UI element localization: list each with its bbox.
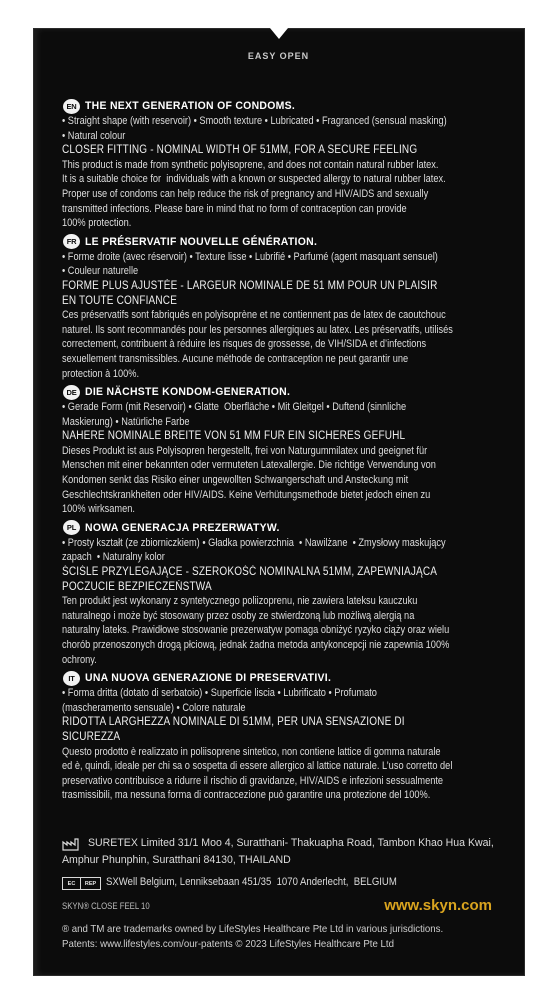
section-de: [62, 384, 502, 517]
body-line: Proper use of condoms can help reduce the risk of pregnancy and HIV/AIDS and sexually: [62, 187, 429, 200]
feature-line: • Forme droite (avec réservoir) • Texture lisse • Lubrifié • Parfumé (agent masquant sensuel): [62, 250, 438, 263]
feature-line: • Prosty kształt (ze zbiorniczkiem) • Gładka powierzchnia • Nawilżane • Zmysłowy maskujący: [62, 536, 446, 549]
feature-line: • Straight shape (with reservoir) • Smooth texture • Lubricated • Fragranced (sensual masking): [62, 115, 447, 127]
claim-line: SICUREZZA: [62, 730, 121, 743]
body-line: This product is made from synthetic polyisoprene, and does not contain natural rubber latex.: [62, 158, 439, 171]
claim-line: CLOSER FITTING - NOMINAL WIDTH OF 51MM, FOR A SECURE FEELING: [62, 144, 418, 157]
body-line: ochrony.: [62, 653, 97, 666]
body-line: Ces préservatifs sont fabriqués en polyisoprène et ne contiennent pas de latex de caoutchouc: [62, 309, 446, 322]
multilingual-content: [62, 98, 502, 803]
body-line: Dieses Produkt ist aus Polyisopren hergestellt, frei von Naturgummilatex und geeignet für: [62, 444, 428, 457]
product-name: SKYN® CLOSE FEEL 10: [62, 901, 150, 912]
manufacturer-address-line: SURETEX Limited 31/1 Moo 4, Suratthani- Thakuapha Road, Tambon Khao Hua Kwai,: [88, 837, 494, 849]
section-title: THE NEXT GENERATION OF CONDOMS.: [85, 100, 296, 112]
body-line: naturalnego i może być stosowany przez osoby ze stwierdzoną lub możliwą alergią na: [62, 609, 415, 622]
body-line: protection à 100%.: [62, 367, 140, 380]
rep-label: REP: [80, 878, 100, 889]
language-badge-de: DE: [63, 385, 80, 400]
body-line: preservativo contribuisce a ridurre il rischio di gravidanze, HIV/AIDS e infezioni sessualmente: [62, 774, 444, 787]
trademark-notice: ® and TM are trademarks owned by LifeStyles Healthcare Pte Ltd in various jurisdictions.: [62, 923, 444, 935]
section-title: UNA NUOVA GENERAZIONE DI PRESERVATIVI.: [85, 672, 332, 685]
website-url: www.skyn.com: [384, 897, 492, 914]
body-line: Kondomen senkt das Risiko einer ungewollten Schwangerschaft und Ansteckung mit: [62, 474, 409, 487]
body-line: sexuellement transmissibles. Aucune méthode de contraception ne peut garantir une: [62, 352, 409, 365]
feature-line: (mascheramento sensuale) • Colore naturale: [62, 701, 246, 714]
body-line: ed è, quindi, ideale per chi sa o sospetta di essere allergico al lattice naturale. L’uso corretto del: [62, 760, 453, 773]
section-title: LE PRÉSERVATIF NOUVELLE GÉNÉRATION.: [85, 235, 318, 248]
body-line: naturalny lateks. Prawidłowe stosowanie prezerwatyw pomaga obniżyć ryzyko ciąży oraz wielu: [62, 624, 450, 637]
section-en: [62, 98, 502, 231]
ec-rep-symbol: [62, 877, 101, 890]
language-badge-en: EN: [63, 99, 80, 114]
body-line: Geschlechtskrankheiten oder HIV/AIDS. Keine Verhütungsmethode bietet jedoch einen zu: [62, 488, 431, 501]
body-line: trasmissibili, ma nessuna forma di contraccezione può garantire una protezione del 100%.: [62, 789, 431, 802]
feature-line: • Gerade Form (mit Reservoir) • Glatte Oberfläche • Mit Gleitgel • Duftend (sinnliche: [62, 401, 407, 414]
body-line: 100% wirksamen.: [62, 503, 135, 516]
easy-open-label: EASY OPEN: [247, 51, 310, 61]
manufacturer-address-line: Amphur Phunphin, Suratthani 84130, THAILAND: [62, 854, 291, 866]
section-heading: [62, 384, 502, 400]
section-heading: [62, 520, 502, 536]
body-line: Menschen mit einer bekannten oder vermuteten Latexallergie. Die richtige Verwendung von: [62, 459, 436, 472]
claim-line: FORME PLUS AJUSTÉE - LARGEUR NOMINALE DE 51 MM POUR UN PLAISIR: [62, 279, 438, 292]
body-line: naturel. Ils sont recommandés pour les personnes allergiques au latex. Les préservatifs, utilisés: [62, 323, 453, 336]
body-line: Questo prodotto è realizzato in poliisoprene sintetico, non contiene lattice di gomma naturale: [62, 745, 441, 758]
section-heading: [62, 670, 502, 686]
language-badge-fr: FR: [63, 234, 80, 249]
language-badge-pl: PL: [63, 520, 80, 535]
claim-line: EN TOUTE CONFIANCE: [62, 294, 178, 307]
section-it: [62, 670, 502, 803]
section-heading: [62, 234, 502, 250]
claim-line: RIDOTTA LARGHEZZA NOMINALE DI 51MM, PER UNA SENSAZIONE DI: [62, 716, 405, 729]
section-pl: [62, 520, 502, 667]
section-fr: [62, 234, 502, 381]
claim-line: NÄHERE NOMINALE BREITE VON 51 MM FÜR EIN SICHERES GEFÜHL: [62, 430, 406, 443]
body-line: It is a suitable choice for individuals with a known or suspected allergy to natural rubber latex.: [62, 173, 446, 186]
patent-copyright-notice: Patents: www.lifestyles.com/our-patents © 2023 LifeStyles Healthcare Pte Ltd: [62, 938, 394, 950]
factory-icon: [62, 838, 79, 851]
easy-open-notch: [270, 28, 288, 39]
feature-line: Maskierung) • Natürliche Farbe: [62, 415, 190, 428]
feature-line: • Natural colour: [62, 129, 126, 142]
claim-line: ŚCIŚLE PRZYLEGAJĄCE - SZEROKOŚĆ NOMINALNA 51MM, ZAPEWNIAJĄCA: [62, 566, 438, 579]
section-heading: [62, 98, 502, 114]
feature-line: • Couleur naturelle: [62, 265, 139, 278]
body-line: correctement, contribuent à réduire les risques de grossesse, de VIH/SIDA et d’infections: [62, 338, 427, 351]
section-title: NOWA GENERACJA PREZERWATYW.: [85, 521, 280, 534]
body-line: transmitted infections. Please bare in mind that no form of contraception can provide: [62, 202, 407, 215]
body-line: Ten produkt jest wykonany z syntetycznego poliizoprenu, nie zawiera lateksu kauczuku: [62, 595, 418, 608]
claim-line: POCZUCIE BEZPIECZEŃSTWA: [62, 580, 212, 593]
section-title: DIE NÄCHSTE KONDOM-GENERATION.: [85, 386, 291, 399]
body-line: 100% protection.: [62, 217, 132, 230]
body-line: chorób przenoszonych drogą płciową, jednak żadna metoda antykoncepcji nie zapewnia 100%: [62, 639, 450, 651]
feature-line: zapach • Naturalny kolor: [62, 551, 165, 564]
language-badge-it: IT: [63, 671, 80, 686]
feature-line: • Forma dritta (dotato di serbatoio) • Superficie liscia • Lubrificato • Profumato: [62, 687, 377, 700]
ec-label: EC: [67, 880, 76, 887]
ec-rep-address: SXWell Belgium, Lenniksebaan 451/35 1070 Anderlecht, BELGIUM: [106, 876, 397, 888]
